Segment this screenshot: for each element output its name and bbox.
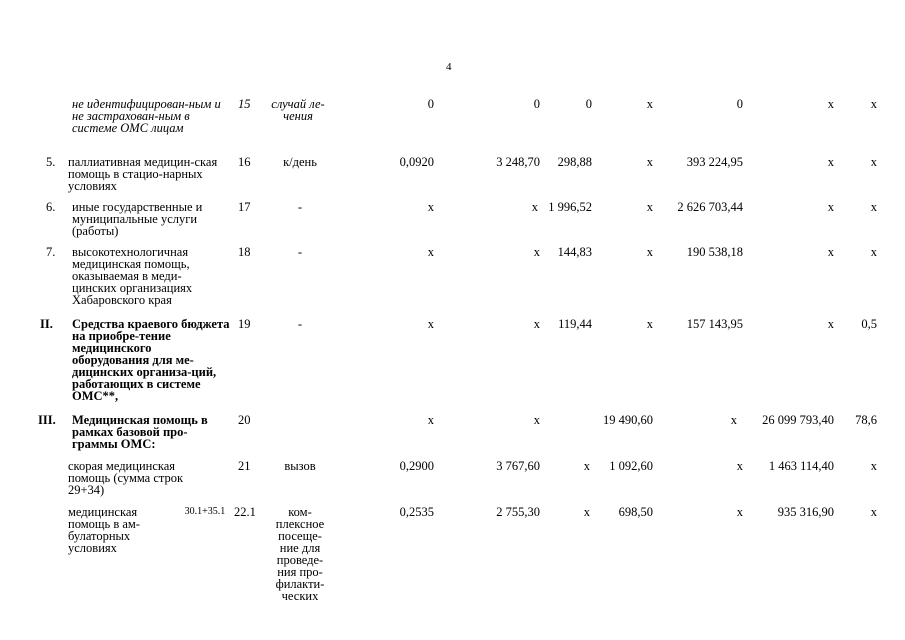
row-value-3: 0: [585, 97, 592, 111]
row-unit: к/день: [283, 155, 317, 169]
row-unit: случай ле-чения: [271, 97, 325, 123]
row-name: скорая медицинская помощь (сумма строк 29+34): [68, 459, 184, 497]
row-unit: вызов: [284, 459, 316, 473]
row-value-3: 19 490,60: [603, 413, 653, 427]
row-line-code: 15: [238, 97, 251, 111]
row-name: высокотехнологичная медицинская помощь, оказываемая в меди-цинских организациях Хабаровского края: [72, 245, 193, 307]
row-value-2: х: [533, 245, 540, 259]
row-line-code: 19: [238, 317, 251, 331]
row-value-2: х: [533, 317, 540, 331]
row-value-6: х: [827, 245, 834, 259]
row-value-6: х: [827, 97, 834, 111]
row-value-2: 3 767,60: [496, 459, 540, 473]
row-value-5: 1 463 114,40: [768, 459, 834, 473]
row-name: Средства краевого бюджета на приобре-тение медицинского оборудования для ме-дицинских организа-ций, работающих в системе ОМС**,: [72, 317, 230, 403]
row-value-5: 157 143,95: [686, 317, 743, 331]
row-value-5: 190 538,18: [686, 245, 743, 259]
row-value-5: 393 224,95: [686, 155, 743, 169]
row-value-5: 26 099 793,40: [762, 413, 834, 427]
row-value-4: х: [646, 155, 653, 169]
row-unit: -: [297, 245, 303, 259]
row-value-1: х: [427, 413, 434, 427]
row-sub-ref: 30.1+35.1: [184, 506, 226, 517]
row-value-4-marker: х: [736, 459, 743, 473]
row-line-code: 22.1: [234, 505, 256, 519]
row-value-7: х: [870, 459, 877, 473]
row-value-4: х: [646, 245, 653, 259]
row-value-3: 119,44: [558, 317, 592, 331]
row-value-3: 298,88: [557, 155, 592, 169]
row-name: не идентифицирован-ным и не застрахован-ным в системе ОМС лицам: [72, 97, 221, 135]
row-value-5: 935 316,90: [777, 505, 834, 519]
row-value-1: х: [427, 245, 434, 259]
row-value-4: х: [583, 505, 590, 519]
row-value-4: х: [646, 97, 653, 111]
row-line-code: 16: [238, 155, 251, 169]
row-value-1: х: [427, 317, 434, 331]
row-value-3: 1 092,60: [609, 459, 653, 473]
row-name: Медицинская помощь в рамках базовой про-граммы ОМС:: [72, 413, 208, 451]
row-value-3: 1 996,52: [548, 200, 592, 214]
row-value-6: х: [827, 317, 834, 331]
row-number: III.: [38, 413, 56, 427]
row-value-4: х: [646, 317, 653, 331]
row-unit: -: [297, 200, 303, 214]
row-value-1: х: [427, 200, 434, 214]
row-value-5: 2 626 703,44: [677, 200, 743, 214]
row-value-1: 0: [427, 97, 434, 111]
row-name: паллиативная медицин-ская помощь в стацио-нарных условиях: [68, 155, 218, 193]
row-number: 6.: [46, 200, 56, 214]
row-value-5-marker: х: [730, 413, 737, 427]
row-line-code: 18: [238, 245, 251, 259]
row-value-7: х: [870, 505, 877, 519]
row-number: II.: [40, 317, 53, 331]
row-value-1: 0,2900: [399, 459, 434, 473]
row-value-7: 78,6: [855, 413, 877, 427]
row-value-1: 0,0920: [399, 155, 434, 169]
row-line-code: 17: [238, 200, 251, 214]
row-value-2: 2 755,30: [496, 505, 540, 519]
row-value-7: х: [870, 200, 877, 214]
row-line-code: 21: [238, 459, 251, 473]
row-value-7: х: [870, 155, 877, 169]
row-value-3: 698,50: [618, 505, 653, 519]
row-value-4: х: [583, 459, 590, 473]
row-value-7: х: [870, 245, 877, 259]
row-unit: ком-плексное посеще-ние для проведе-ния про-филакти-ческих: [275, 505, 325, 603]
page-number: 4: [446, 61, 452, 73]
row-number: 5.: [46, 155, 56, 169]
row-name: медицинская помощь в ам-булаторных условиях: [68, 505, 140, 555]
row-value-2: 0: [533, 97, 540, 111]
row-value-3: 144,83: [557, 245, 592, 259]
row-line-code: 20: [238, 413, 251, 427]
row-value-2: х: [531, 200, 538, 214]
row-name: иные государственные и муниципальные услуги (работы): [72, 200, 203, 238]
row-value-2: х: [533, 413, 540, 427]
row-value-7: 0,5: [861, 317, 877, 331]
row-value-1: 0,2535: [399, 505, 434, 519]
row-value-4: х: [646, 200, 653, 214]
row-value-5: 0: [736, 97, 743, 111]
row-value-7: х: [870, 97, 877, 111]
row-number: 7.: [46, 245, 56, 259]
row-value-6: х: [827, 200, 834, 214]
row-value-4-marker: х: [736, 505, 743, 519]
row-unit: -: [297, 317, 303, 331]
row-value-6: х: [827, 155, 834, 169]
row-value-2: 3 248,70: [496, 155, 540, 169]
